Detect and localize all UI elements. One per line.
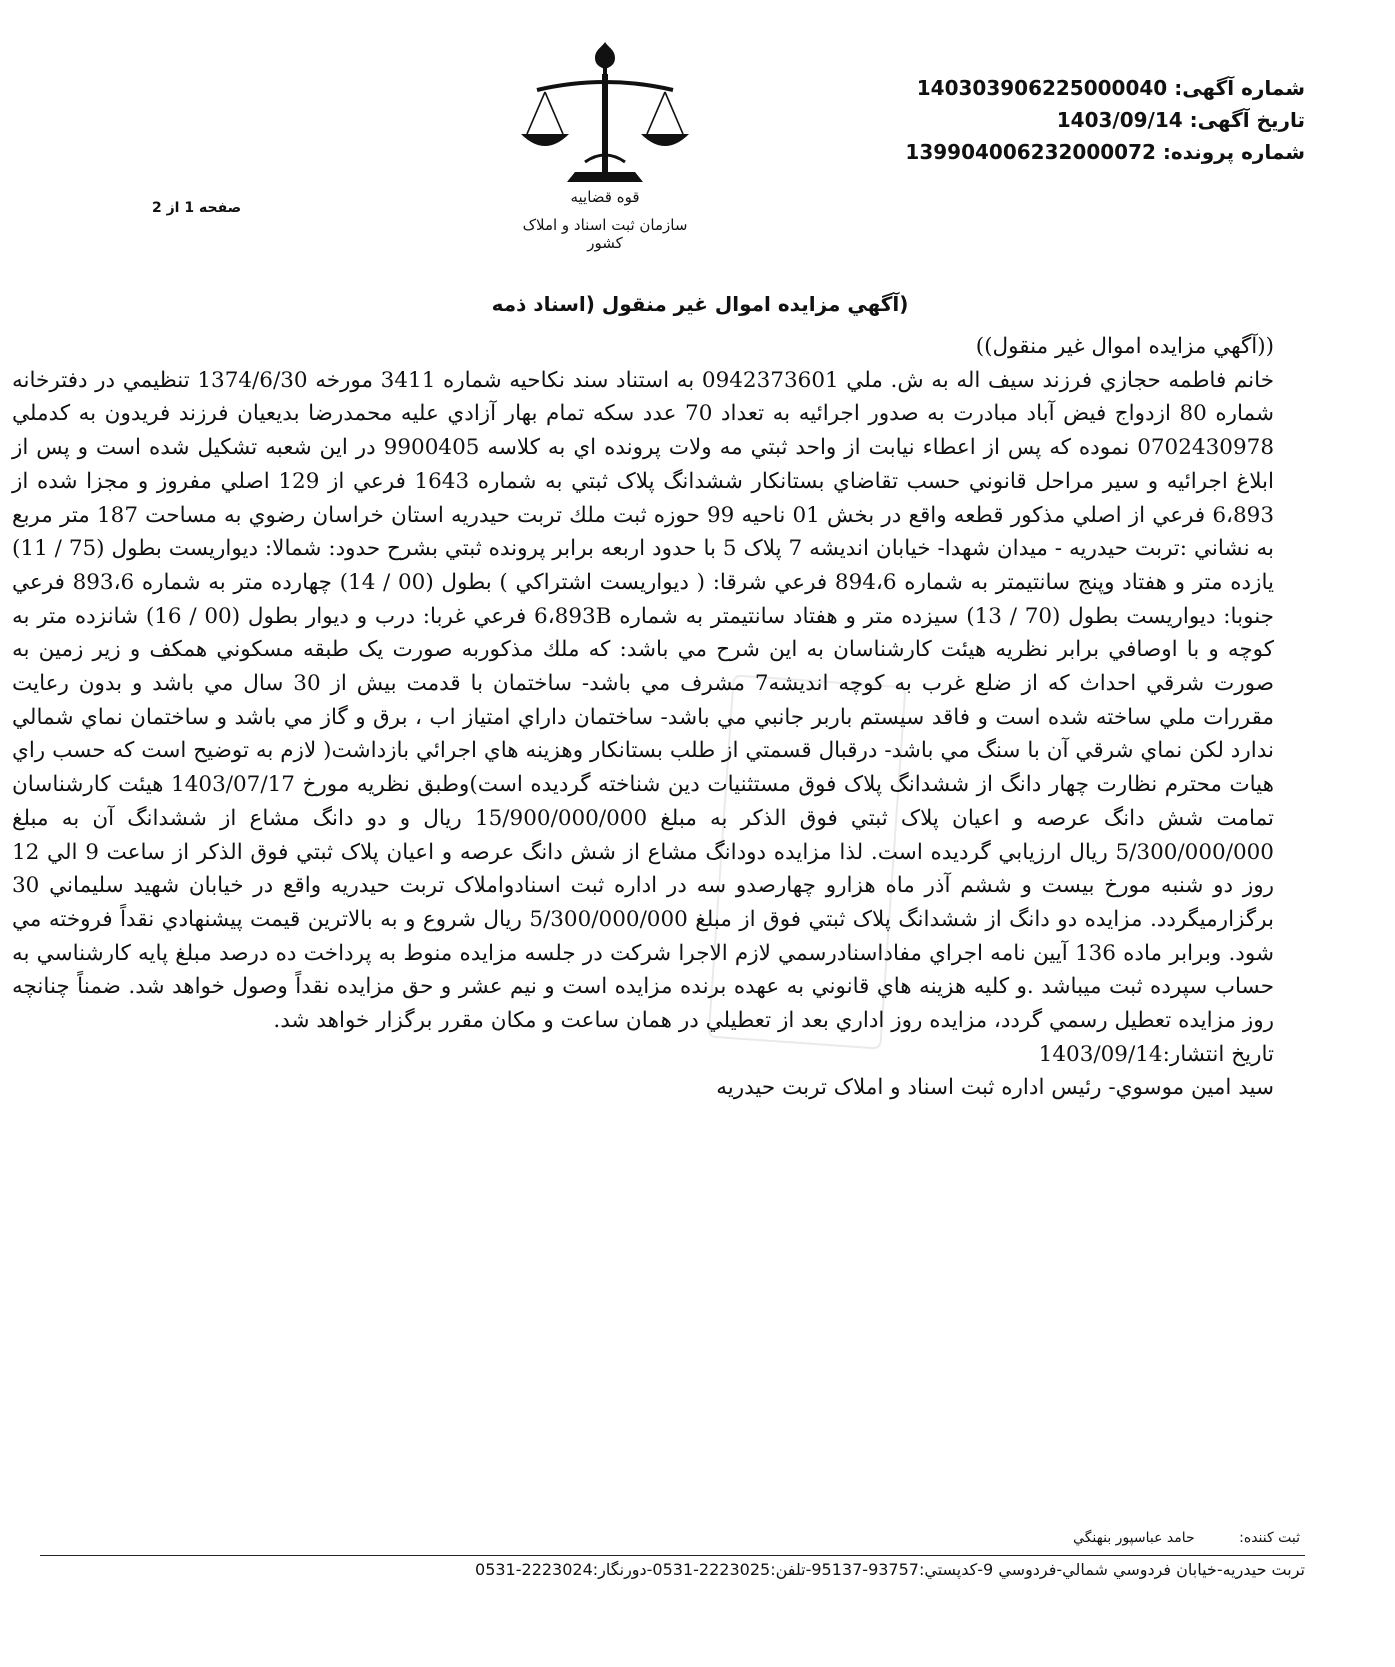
notice-date: 1403/09/14 [1056,108,1183,132]
case-number-label: شماره پرونده: [1162,140,1305,164]
scales-icon [515,38,695,238]
emblem-caption-bottom: سازمان ثبت اسناد و املاک کشور [522,216,688,252]
page-number: صفحه 1 از 2 [152,200,242,216]
notice-number: 140303906225000040 [916,76,1168,100]
registrar-label: ثبت كننده: [1239,1530,1300,1546]
publish-date: تاريخ انتشار:1403/09/14 [1038,1041,1274,1067]
footer-address: تربت حيدريه-خيابان فردوسي شمالي-فردوسي 9-كدپستي:93757-95137-تلفن:2223025-0531-دورنگار:2223024-0531 [475,1560,1305,1579]
judiciary-emblem [515,38,695,252]
registrar-name: حامد عباسپور بنهنگي [1073,1530,1195,1546]
notice-intro: ((آگهي مزايده اموال غير منقول)) [975,334,1274,359]
signature: سيد امين موسوي- رئيس اداره ثبت اسناد و املاک تربت حيدريه [716,1075,1274,1101]
notice-meta [905,72,1305,168]
case-number: 13990400623200007‍2 [905,140,1156,164]
notice-number-row [905,72,1305,104]
notice-body [12,330,1274,1105]
notice-main-text: خانم فاطمه حجازي فرزند سيف اله به ش. ملي 0942373601 به استناد سند نكاحيه شماره 3411 مورخه 1374/6/30 تنظيمي در دفترخانه شماره 80 ازدواج فيض آباد مبادرت به صدور اجرائيه به تعداد 70 عدد سكه تمام بهار آزادي عليه محمدرضا بديعيان فرزند فريدون به كدملي 0702430978 نموده كه پس از اعطاء نيابت از واحد ثبتي مه ولات پرونده اي به كلاسه 9900405 در اين شعبه تشكيل شده است و پس از ابلاغ اجرائيه و سير مراحل قانوني حسب تقاضاي بستانكار ششدانگ پلاک ثبتي به شماره 1643 فرعي از 129 اصلي مفروز و مجزا شده از 6،893 فرعي از اصلي مذكور قطعه واقع در بخش 01 ناحيه 99 حوزه ثبت ملك تربت حيدريه استان خراسان رضوي به مساحت 187 متر مربع به نشاني :تربت حيدريه - ميدان شهدا- خيابان انديشه 7 پلاک 5 با حدود اربعه برابر پرونده ثبتي بشرح حدود: شمالا: ديواريست بطول (75 / 11) يازده متر و هفتاد وپنج سانتيمتر به شماره 894،6 فرعي شرقا: ( ديواريست اشتراكي ) بطول (00 / 14) چهارده متر به شماره 893،6 فرعي جنوبا: ديواريست بطول (70 / 13) سيزده متر و هفتاد سانتيمتر به شماره 6،893B فرعي غربا: درب و ديوار بطول (00 / 16) شانزده متر به كوچه و با اوصافي برابر نظريه هيئت كارشناسان به اين شرح مي باشد: كه ملك مذكوربه صورت يک طبقه مسكوني همكف و زير زمين به صورت شرقي احداث كه از ضلع غرب به كوچه انديشه7 مشرف مي باشد- ساختمان با قدمت بيش از 30 سال مي باشد و بدون رعايت مقررات ملي ساخته شده است و فاقد سيستم باربر جانبي مي باشد- ساختمان داراي امتياز اب ، برق و گاز مي باشد و ساختمان نماي شمالي ندارد لكن نماي شرقي آن با سنگ مي باشد- درقبال قسمتي از طلب بستانكار وهزينه هاي اجرائي بازداشت( لازم به توضيح است كه حسب راي هيات محترم نظارت چهار دانگ از ششدانگ پلاک فوق مستثنيات دين شناخته گرديده است)وطبق نظريه مورخ 1403/07/17 هيئت كارشناسان تمامت شش دانگ عرصه و اعيان پلاک ثبتي فوق الذكر به مبلغ 15/900/000/000 ريال و دو دانگ مشاع از ششدانگ آن به مبلغ 5/300/000/000 ريال ارزيابي گرديده است. لذا مزايده دودانگ مشاع از شش دانگ عرصه و اعيان پلاک ثبتي فوق الذكر از ساعت 9 الي 12 روز دو شنبه مورخ بيست و ششم آذر ماه هزارو چهارصدو سه در اداره ثبت اسنادواملاک تربت حيدريه واقع در خيابان شهيد سليماني 30 برگزارميگردد. مزايده دو دانگ از ششدانگ پلاک ثبتي فوق از مبلغ 5/300/000/000 ريال شروع و به بالاترين قيمت پيشنهادي نقداً فروخته مي شود. وبرابر ماده 136 آيين نامه اجراي مفاداسنادرسمي لازم الاجرا شركت در جلسه مزايده منوط به پرداخت ده درصد مبلغ پايه كارشناسي به حساب سپرده ثبت ميباشد .و كليه هزينه هاي قانوني به عهده برنده مزايده است و نيم عشر و حق مزايده نقداً وصول خواهد شد. ضمناً چنانچه روز مزايده تعطيل رسمي گردد، مزايده روز اداري بعد از تعطيلي در همان ساعت و مكان مقرر برگزار خواهد شد. [12,367,1275,1034]
notice-number-label: شماره آگهی: [1174,76,1305,100]
footer-divider [40,1555,1305,1556]
case-number-row [905,136,1305,168]
notice-date-row [905,104,1305,136]
emblem-caption-top: قوه قضاییه [570,188,640,206]
notice-date-label: تاریخ آگهی: [1189,108,1305,132]
notice-title: (آگهي مزايده اموال غير منقول (اسناد ذمه [491,292,909,316]
registrar [1073,1530,1300,1546]
